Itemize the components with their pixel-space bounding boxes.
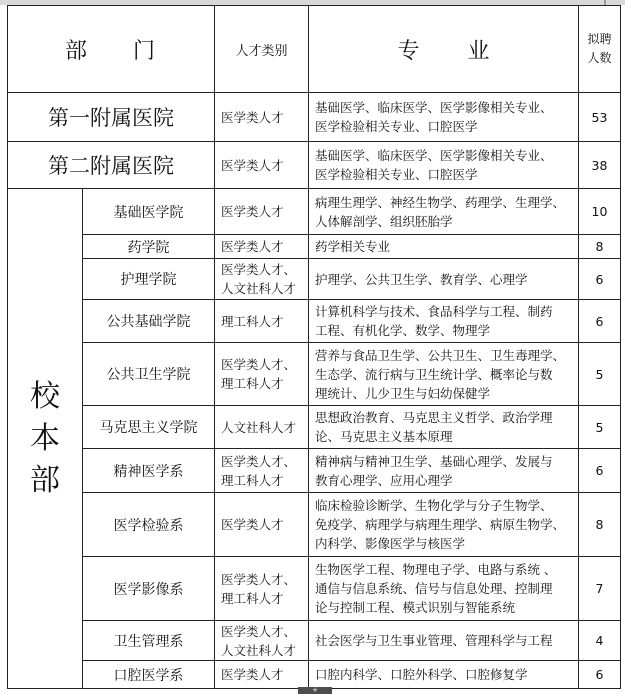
unit-name: 公共基础学院	[83, 300, 215, 343]
header-row	[8, 6, 621, 93]
table-row	[8, 661, 621, 689]
table-row	[8, 343, 621, 406]
major-list: 思想政治教育、马克思主义哲学、政治学理 论、马克思主义基本原理	[309, 406, 579, 449]
unit-name: 医学检验系	[83, 493, 215, 557]
unit-name: 药学院	[83, 235, 215, 259]
hire-count: 10	[579, 189, 621, 235]
header-major: 专 业	[309, 6, 579, 93]
talent-category: 医学类人才	[215, 235, 309, 259]
unit-name: 护理学院	[83, 259, 215, 300]
table-row	[8, 621, 621, 661]
major-list: 精神病与精神卫生学、基础心理学、发展与 教育心理学、应用心理学	[309, 449, 579, 493]
talent-category: 医学类人才	[215, 142, 309, 189]
talent-category: 医学类人才、 理工科人才	[215, 343, 309, 406]
hire-count: 7	[579, 557, 621, 621]
main-campus-label: 校 本 部	[8, 189, 83, 689]
major-list: 病理生理学、神经生物学、药理学、生理学、 人体解剖学、组织胚胎学	[309, 189, 579, 235]
major-list: 生物医学工程、物理电子学、电路与系统 、 通信与信息系统、信号与信息处理、控制理 论与控制工程、模式识别与智能系统	[309, 557, 579, 621]
unit-name: 口腔医学系	[83, 661, 215, 689]
table-row	[8, 449, 621, 493]
hire-count: 8	[579, 493, 621, 557]
hire-count: 5	[579, 343, 621, 406]
table-row	[8, 259, 621, 300]
hire-count: 4	[579, 621, 621, 661]
recruitment-table	[7, 5, 621, 689]
header-department: 部 门	[8, 6, 215, 93]
unit-name: 精神医学系	[83, 449, 215, 493]
header-category: 人才类别	[215, 6, 309, 93]
hospital-name: 第二附属医院	[8, 142, 215, 189]
unit-name: 卫生管理系	[83, 621, 215, 661]
table-row	[8, 300, 621, 343]
unit-name: 马克思主义学院	[83, 406, 215, 449]
header-count: 拟聘 人数	[579, 6, 621, 93]
table-row	[8, 93, 621, 142]
talent-category: 医学类人才	[215, 189, 309, 235]
talent-category: 人文社科人才	[215, 406, 309, 449]
hire-count: 6	[579, 300, 621, 343]
unit-name: 医学影像系	[83, 557, 215, 621]
major-list: 护理学、公共卫生学、教育学、心理学	[309, 259, 579, 300]
talent-category: 医学类人才	[215, 493, 309, 557]
table-row	[8, 406, 621, 449]
talent-category: 医学类人才	[215, 661, 309, 689]
major-list: 基础医学、临床医学、医学影像相关专业、 医学检验相关专业、口腔医学	[309, 142, 579, 189]
table-row	[8, 189, 621, 235]
hire-count: 6	[579, 449, 621, 493]
hire-count: 8	[579, 235, 621, 259]
talent-category: 医学类人才、 人文社科人才	[215, 621, 309, 661]
talent-category: 医学类人才、 人文社科人才	[215, 259, 309, 300]
hire-count: 53	[579, 93, 621, 142]
major-list: 药学相关专业	[309, 235, 579, 259]
table-row	[8, 235, 621, 259]
hire-count: 6	[579, 259, 621, 300]
unit-name: 基础医学院	[83, 189, 215, 235]
talent-category: 医学类人才、 理工科人才	[215, 449, 309, 493]
major-list: 计算机科学与技术、食品科学与工程、制药 工程、有机化学、数学、物理学	[309, 300, 579, 343]
hire-count: 38	[579, 142, 621, 189]
talent-category: 医学类人才、 理工科人才	[215, 557, 309, 621]
hospital-name: 第一附属医院	[8, 93, 215, 142]
major-list: 基础医学、临床医学、医学影像相关专业、 医学检验相关专业、口腔医学	[309, 93, 579, 142]
major-list: 临床检验诊断学、生物化学与分子生物学、 免疫学、病理学与病理生理学、病原生物学、 内科学、影像医学与核医学	[309, 493, 579, 557]
unit-name: 公共卫生学院	[83, 343, 215, 406]
table-row	[8, 142, 621, 189]
bottom-scroll-thumb: +	[298, 687, 332, 694]
table-row	[8, 557, 621, 621]
major-list: 口腔内科学、口腔外科学、口腔修复学	[309, 661, 579, 689]
talent-category: 理工科人才	[215, 300, 309, 343]
hire-count: 5	[579, 406, 621, 449]
major-list: 营养与食品卫生学、公共卫生、卫生毒理学、 生态学、流行病与卫生统计学、概率论与数 理统计、儿少卫生与妇幼保健学	[309, 343, 579, 406]
hire-count: 6	[579, 661, 621, 689]
major-list: 社会医学与卫生事业管理、管理科学与工程	[309, 621, 579, 661]
talent-category: 医学类人才	[215, 93, 309, 142]
table-row	[8, 493, 621, 557]
